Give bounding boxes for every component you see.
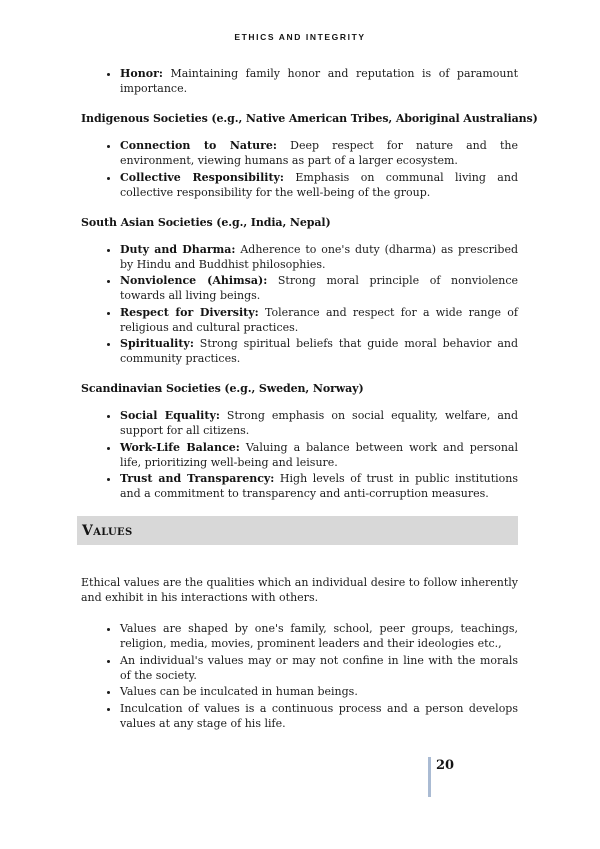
bullet-label: Collective Responsibility: (120, 170, 284, 184)
bullet-item (120, 408, 518, 438)
bullet-item: • Inculcation of values is a continuous process and a person develops values at any stage of his life. (120, 701, 518, 731)
bullet-text: Adherence to one's duty (dharma) as prescribed by Hindu and Buddhist philosophies. (120, 242, 518, 271)
bullet-item (120, 170, 518, 200)
bullet-label: Social Equality: (120, 409, 220, 422)
bullet-text: High levels of trust in public institutions and a commitment to transparency and anti-corruption measures. (120, 472, 518, 500)
bullet-item: • Values can be inculcated in human beings. (120, 684, 518, 699)
page-content (81, 66, 538, 731)
section-heading-south-asian-societies: South Asian Societies (e.g., India, Nepal) (81, 215, 331, 229)
south-asian-societies-bullet-list (81, 242, 518, 367)
bullet-label: Connection to Nature: (120, 139, 277, 152)
bullet-item (120, 305, 518, 335)
page-header-title: ETHICS AND INTEGRITY (234, 32, 366, 42)
indigenous-societies-bullet-list (81, 138, 518, 200)
bullet-item (120, 66, 518, 96)
bullet-text: Strong emphasis on social equality, welfare, and support for all citizens. (120, 409, 519, 437)
bullet-text: Strong spiritual beliefs that guide moral behavior and community practices. (120, 337, 518, 365)
bullet-item (120, 242, 518, 272)
bullet-text: Tolerance and respect for a wide range of religious and cultural practices. (120, 305, 518, 334)
section-heading-indigenous-societies: Indigenous Societies (e.g., Native American Tribes, Aboriginal Australians) (81, 112, 538, 125)
bullet-item (120, 440, 518, 470)
bullet-text: Strong moral principle of nonviolence towards all living beings. (120, 274, 518, 302)
bullet-label: Spirituality: (120, 337, 194, 350)
bullet-item (120, 138, 518, 168)
values-bullet-list (81, 621, 518, 731)
bullet-item (120, 471, 518, 501)
bullet-label: Duty and Dharma: (120, 242, 236, 256)
bullet-text: Maintaining family honor and reputation is of paramount importance. (120, 67, 518, 95)
honor-bullet-list (81, 66, 518, 96)
bullet-text: Deep respect for nature and the environment, viewing humans as part of a larger ecosystem. (120, 139, 518, 167)
bullet-item (120, 273, 518, 303)
scandinavian-societies-bullet-list (81, 408, 518, 501)
bullet-label: Nonviolence (Ahimsa): (120, 274, 268, 287)
values-intro-paragraph: Ethical values are the qualities which an individual desire to follow inherently and exhibit in his interactions with others. (81, 576, 518, 604)
bullet-text: Emphasis on communal living and collective responsibility for the well-being of the group. (120, 170, 518, 199)
values-section-heading: Values (82, 523, 133, 539)
page-number: 20 (436, 758, 455, 773)
bullet-label: Honor: (120, 67, 163, 80)
bullet-item: • An individual's values may or may not confine in line with the morals of the society. (120, 653, 518, 683)
bullet-label: Trust and Transparency: (120, 472, 275, 485)
bullet-item (120, 336, 518, 366)
bullet-label: Respect for Diversity: (120, 305, 259, 319)
bullet-item: • Values are shaped by one's family, school, peer groups, teachings, religion, media, movies, prominent leaders and their ideologies etc., (120, 621, 518, 651)
bullet-label: Work-Life Balance: (120, 440, 240, 454)
page-number-accent-bar (428, 757, 431, 797)
bullet-text: Valuing a balance between work and personal life, prioritizing well-being and leisure. (120, 440, 518, 469)
section-heading-scandinavian-societies: Scandinavian Societies (e.g., Sweden, Norway) (81, 382, 364, 395)
values-section-header-band (77, 516, 518, 545)
